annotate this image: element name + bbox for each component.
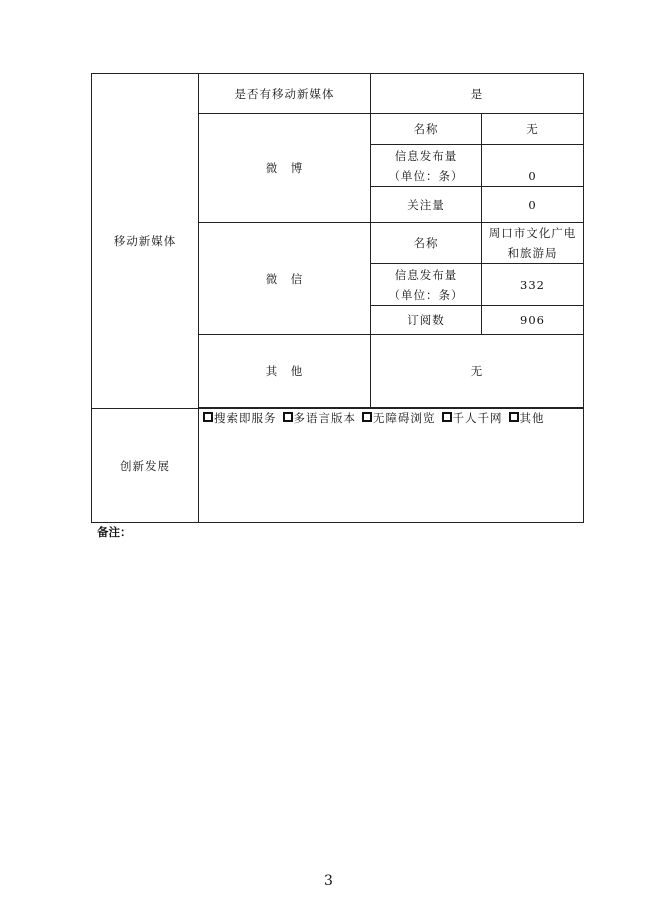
section-mobile-media: 移动新媒体 <box>92 74 199 409</box>
info-table <box>91 73 584 523</box>
weibo-follow-label: 关注量 <box>371 187 482 223</box>
weibo-name-value: 无 <box>482 114 584 145</box>
other-value: 无 <box>371 335 584 408</box>
checkbox-icon[interactable] <box>283 412 293 422</box>
checkbox-icon[interactable] <box>442 412 452 422</box>
wechat-subscribe-value: 906 <box>482 306 584 335</box>
checkbox-icon[interactable] <box>509 412 519 422</box>
wechat-name-value: 周口市文化广电 和旅游局 <box>482 223 584 264</box>
weibo-label: 微 博 <box>199 114 371 223</box>
option-multilingual[interactable]: 多语言版本 <box>283 409 357 427</box>
checkbox-icon[interactable] <box>203 412 213 422</box>
wechat-subscribe-label: 订阅数 <box>371 306 482 335</box>
option-accessibility[interactable]: 无障碍浏览 <box>362 409 436 427</box>
weibo-posts-value: 0 <box>482 145 584 187</box>
innovation-options <box>199 409 584 523</box>
weibo-follow-value: 0 <box>482 187 584 223</box>
option-search-service[interactable]: 搜索即服务 <box>203 409 277 427</box>
page-number: 3 <box>324 873 333 889</box>
option-personalized[interactable]: 千人千网 <box>442 409 503 427</box>
has-mobile-value: 是 <box>371 74 584 114</box>
note-label: 备注： <box>97 525 132 539</box>
option-other[interactable]: 其他 <box>509 409 545 427</box>
weibo-name-label: 名称 <box>371 114 482 145</box>
wechat-posts-label: 信息发布量 （单位：条） <box>371 264 482 306</box>
wechat-name-label: 名称 <box>371 223 482 264</box>
wechat-label: 微 信 <box>199 223 371 335</box>
has-mobile-label: 是否有移动新媒体 <box>199 74 371 114</box>
weibo-posts-label: 信息发布量 （单位：条） <box>371 145 482 187</box>
checkbox-icon[interactable] <box>362 412 372 422</box>
wechat-posts-value: 332 <box>482 264 584 306</box>
section-innovation: 创新发展 <box>92 409 199 523</box>
other-label: 其 他 <box>199 335 371 408</box>
